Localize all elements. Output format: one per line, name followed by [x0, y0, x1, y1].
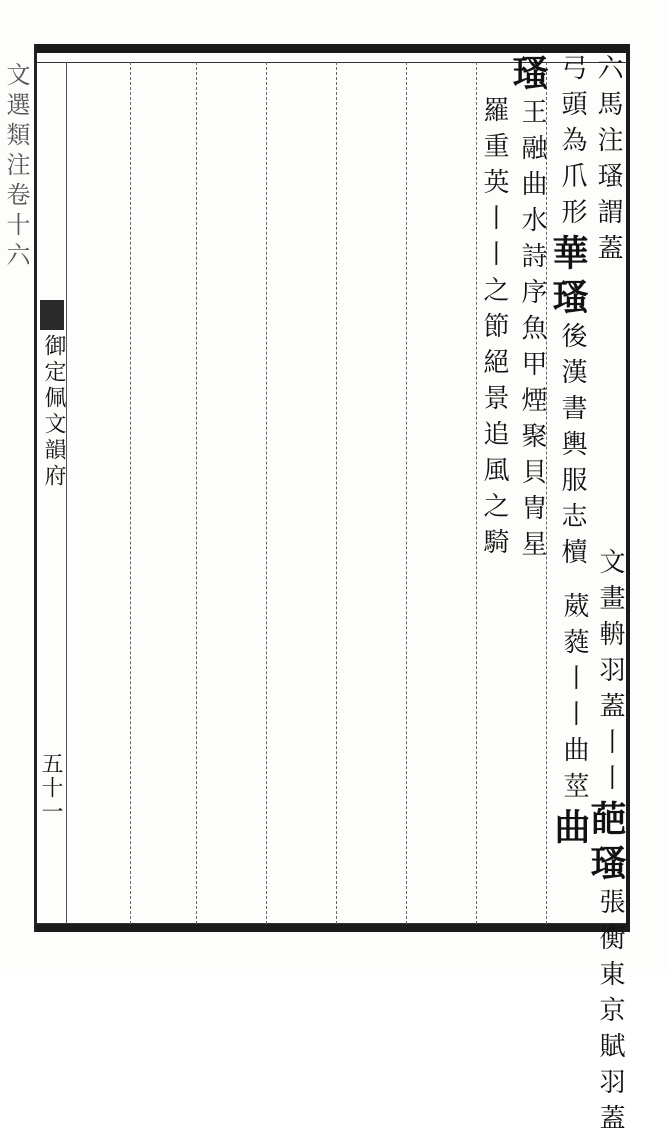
text-segment: 後漢書輿服志櫝 [557, 322, 587, 574]
text-segment: 葳蕤丨丨曲莖 [559, 592, 589, 808]
text-segment: 羅重英丨丨之節絕景追風之騎 [479, 96, 509, 564]
text-segment: 六馬注瑵謂蓋 [593, 54, 623, 270]
folio-number: 五十一 [38, 752, 63, 824]
column-rule [336, 62, 337, 924]
text-segment: 葩 [585, 800, 627, 844]
column-rule [66, 62, 67, 924]
text-column-6 [472, 96, 512, 564]
column-rule [130, 62, 131, 924]
text-column-3 [585, 548, 628, 1140]
text-segment: 華 [547, 234, 589, 278]
text-column-2 [547, 54, 590, 574]
text-segment: 瑵 [507, 54, 549, 98]
spine-title: 文選類注卷十六 [2, 62, 30, 272]
text-segment: 瑵 [585, 844, 627, 888]
text-segment: 文畫輈羽蓋丨丨 [595, 548, 625, 800]
column-rule [406, 62, 407, 924]
column-rule [196, 62, 197, 924]
text-segment: 王融曲水詩序魚甲煙聚貝冑星 [517, 98, 547, 566]
text-segment: 張衡東京賦羽蓋 [595, 888, 625, 1140]
spine-label [38, 300, 66, 490]
text-segment: 瑵 [547, 278, 589, 322]
text-segment: 弓頭為爪形 [557, 54, 587, 234]
text-column-5 [507, 54, 550, 566]
text-column-4 [549, 592, 592, 852]
text-segment: 曲 [549, 808, 591, 852]
column-rule [266, 62, 267, 924]
text-column-1 [586, 54, 626, 270]
spine-ornament [40, 300, 64, 330]
spine-book-title: 御定佩文韻府 [41, 334, 66, 490]
